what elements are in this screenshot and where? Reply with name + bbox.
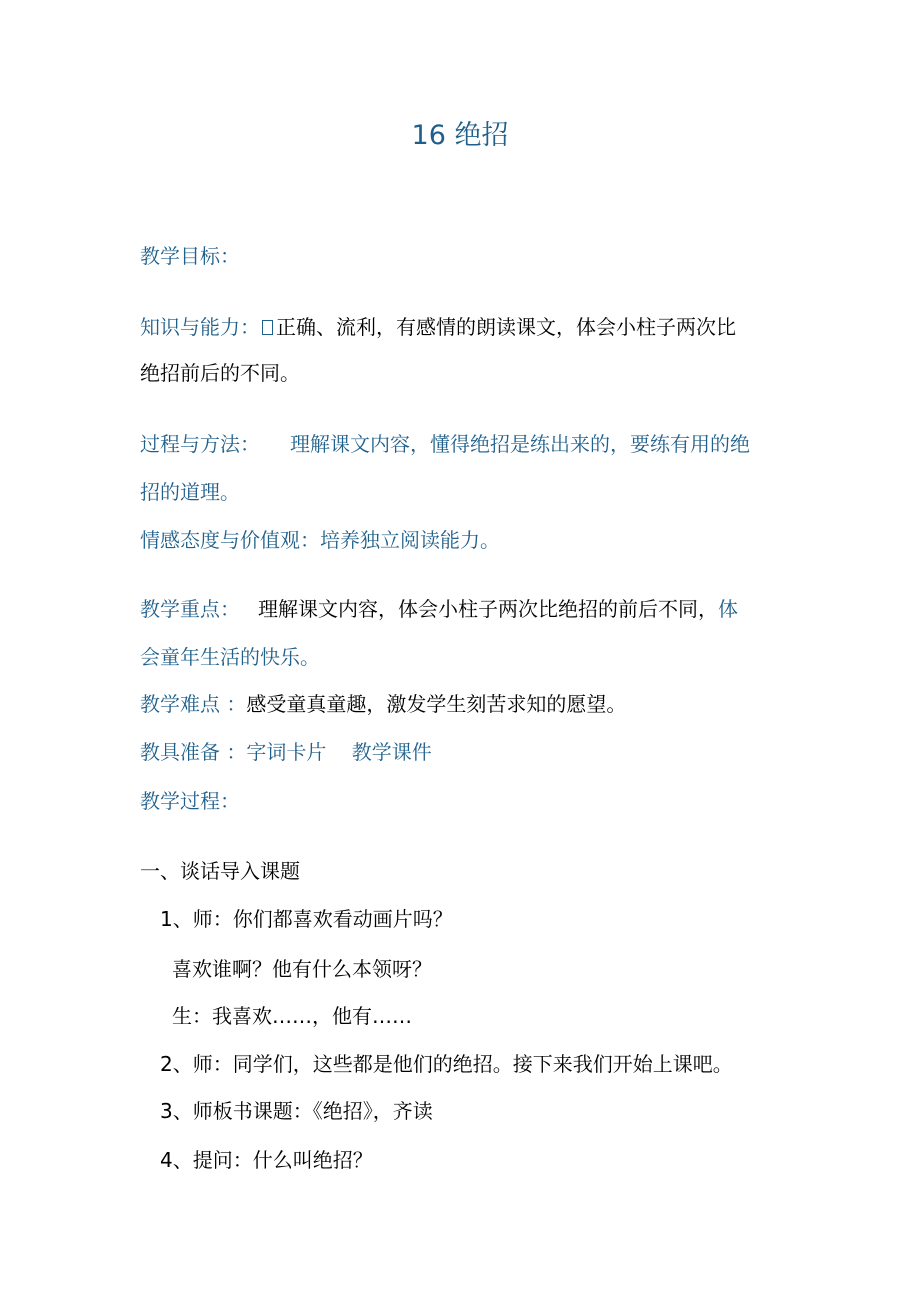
process-line-2: 招的道理。 — [140, 480, 240, 504]
attitude-line: 情感态度与价值观：培养独立阅读能力。 — [140, 528, 500, 552]
process-label: 过程与方法： — [140, 432, 260, 456]
key-point-line-2: 会童年生活的快乐。 — [140, 645, 320, 669]
key-point-text-1-tail: 体 — [718, 597, 738, 621]
list-item-1: 1、师：你们都喜欢看动画片吗？ — [160, 907, 453, 931]
objectives-heading: 教学目标： — [140, 244, 240, 268]
list-item-3: 3、师板书课题：《绝招》，齐读 — [160, 1099, 433, 1123]
knowledge-label: 知识与能力： — [140, 315, 260, 339]
prep-line — [140, 738, 432, 766]
placeholder-box-icon — [262, 320, 273, 335]
process-heading: 教学过程： — [140, 789, 240, 813]
difficulty-text: 感受童真童趣，激发学生刻苦求知的愿望。 — [246, 692, 627, 716]
section-1-heading: 一、谈话导入课题 — [140, 859, 300, 883]
list-item-1-sub-2: 生：我喜欢……，他有…… — [172, 1004, 412, 1028]
key-point-label: 教学重点： — [140, 597, 240, 621]
knowledge-text-1: 正确、流利，有感情的朗读课文，体会小柱子两次比 — [276, 315, 736, 339]
process-line-1 — [140, 430, 750, 458]
knowledge-line-2: 绝招前后的不同。 — [140, 361, 300, 385]
list-item-2: 2、师：同学们，这些都是他们的绝招。接下来我们开始上课吧。 — [160, 1052, 733, 1076]
list-item-4: 4、提问：什么叫绝招？ — [160, 1148, 373, 1172]
key-point-line-1 — [140, 595, 738, 623]
prep-label: 教具准备 ： — [140, 740, 247, 764]
difficulty-label: 教学难点 ： — [140, 692, 247, 716]
key-point-text-1: 理解课文内容，体会小柱子两次比绝招的前后不同， — [258, 597, 718, 621]
knowledge-line-1 — [140, 313, 736, 341]
difficulty-line — [140, 690, 626, 718]
prep-text: 字词卡片 教学课件 — [246, 740, 432, 764]
list-item-1-sub-1: 喜欢谁啊？他有什么本领呀？ — [172, 957, 432, 981]
process-text-1: 理解课文内容，懂得绝招是练出来的，要练有用的绝 — [290, 432, 750, 456]
document-title: 16 绝招 — [411, 120, 509, 151]
